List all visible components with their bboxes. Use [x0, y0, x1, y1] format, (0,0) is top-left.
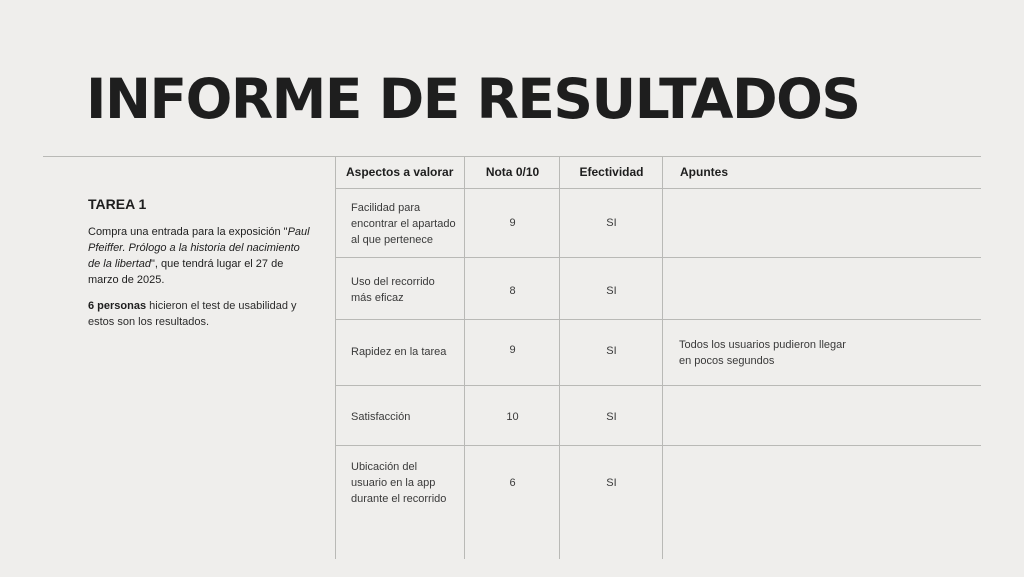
row-aspect: Rapidez en la tarea	[351, 346, 447, 358]
task-result-summary: 6 personas hicieron el test de usabilidad y estos son los resultados.	[88, 300, 297, 328]
row-divider	[336, 319, 981, 320]
row-effectiveness: SI	[606, 411, 617, 423]
top-divider	[43, 156, 981, 157]
header-aspects: Aspectos a valorar	[346, 165, 454, 179]
task-panel	[88, 196, 313, 330]
column-divider	[335, 156, 336, 559]
row-score: 6	[509, 477, 516, 489]
report-title: INFORME DE RESULTADOS	[86, 67, 860, 131]
row-effectiveness: SI	[606, 217, 617, 229]
row-divider	[336, 385, 981, 386]
header-divider	[336, 188, 981, 189]
row-effectiveness: SI	[606, 285, 617, 297]
row-score: 8	[509, 285, 516, 297]
row-score: 10	[506, 411, 519, 423]
row-notes: Todos los usuarios pudieron llegar en pocos segundos	[679, 339, 846, 367]
row-score: 9	[509, 344, 516, 356]
row-aspect: Satisfacción	[351, 411, 411, 423]
row-aspect: Uso del recorrido más eficaz	[351, 276, 435, 304]
row-divider	[336, 445, 981, 446]
row-effectiveness: SI	[606, 477, 617, 489]
row-score: 9	[509, 217, 516, 229]
header-effectiveness: Efectividad	[579, 165, 644, 179]
row-aspect: Ubicación del usuario en la app durante el recorrido	[351, 461, 447, 505]
row-aspect: Facilidad para encontrar el apartado al que pertenece	[351, 202, 456, 246]
row-divider	[336, 257, 981, 258]
task-description: Compra una entrada para la exposición "Paul Pfeiffer. Prólogo a la historia del nacimiento de la libertad", que tendrá lugar el 27 de marzo de 2025.	[88, 226, 310, 286]
header-notes: Apuntes	[680, 165, 728, 179]
header-score: Nota 0/10	[485, 165, 540, 179]
row-effectiveness: SI	[606, 345, 617, 357]
task-heading: TAREA 1	[88, 196, 147, 212]
